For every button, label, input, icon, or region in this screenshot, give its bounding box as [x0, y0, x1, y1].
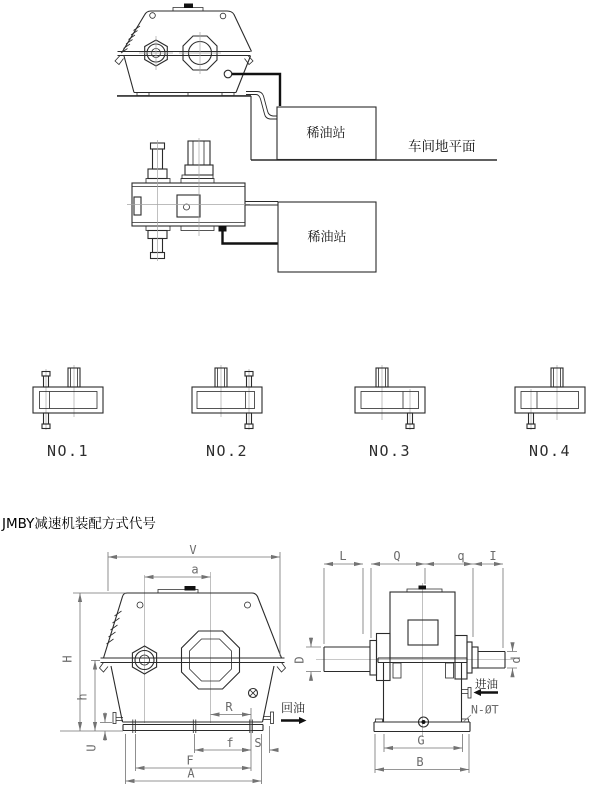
svg-text:A: A [187, 766, 195, 781]
oil-inlet-callout [462, 677, 499, 698]
svg-text:a: a [191, 562, 199, 577]
oil-return-pipe-2 [223, 232, 279, 244]
svg-text:G: G [417, 733, 425, 748]
side-breather [419, 586, 427, 590]
front-breather [185, 586, 196, 591]
dim-q-label: q [457, 549, 465, 563]
side-inspection-window [408, 620, 438, 645]
front-hole-left [137, 602, 143, 608]
output-shaft-front [179, 32, 221, 74]
oil-return-label: 回油 [281, 701, 306, 715]
lifting-hole-right [220, 13, 226, 19]
oil-return-arrow-head [299, 717, 307, 724]
dim-I-label: I [489, 549, 497, 563]
dim-V [108, 543, 280, 656]
left-bearing-flange [370, 641, 377, 676]
cover-plug [184, 204, 190, 210]
oil-inlet-flange [468, 688, 471, 699]
dim-f [195, 734, 252, 771]
assembly-code-label-2: NO.2 [205, 442, 249, 460]
front-lug-right [277, 663, 286, 673]
front-lug-left [100, 663, 109, 673]
right-bearing-step [472, 647, 478, 668]
dim-h [76, 661, 101, 732]
svg-text:h: h [75, 693, 90, 701]
dim-U [85, 713, 113, 752]
dim-d [507, 643, 523, 678]
svg-text:D: D [292, 656, 307, 664]
workshop-floor-label: 车间地平面 [408, 139, 476, 155]
front-base-plate [123, 722, 264, 731]
assembly-code-no2 [192, 365, 262, 460]
assembly-code-label-4: NO.4 [528, 442, 572, 460]
bolt-holes-leader [463, 715, 471, 722]
section-title: JMBY减速机装配方式代号 [2, 516, 156, 532]
oil-station-label-1: 稀油站 [306, 126, 346, 141]
svg-text:B: B [416, 755, 424, 769]
flange-lug-left [115, 56, 124, 65]
dim-a [145, 563, 211, 578]
dim-chain-top [324, 549, 503, 648]
svg-text:f: f [226, 736, 234, 750]
assembly-code-no4 [515, 365, 585, 460]
side-leg-right [446, 663, 454, 678]
oil-station-label-2: 稀油站 [307, 230, 347, 245]
dim-Q-label: Q [393, 549, 401, 563]
housing-bump [181, 226, 214, 231]
assembly-code-label-1: NO.1 [46, 442, 90, 460]
housing-bump [146, 226, 170, 231]
input-shaft-front [139, 36, 173, 70]
assembly-code-label-3: NO.3 [368, 442, 412, 460]
front-split-band [101, 658, 285, 663]
dimensioned-front-view [60, 543, 307, 784]
svg-text:H: H [60, 655, 75, 663]
breather-plug [184, 4, 193, 9]
inspection-cover [177, 195, 200, 217]
svg-text:F: F [186, 753, 194, 768]
oil-outlet-port [224, 70, 232, 78]
front-drain-hole [249, 689, 258, 698]
dimensioned-side-view [293, 549, 524, 773]
svg-text:U: U [84, 744, 99, 752]
svg-text:R: R [225, 700, 233, 714]
output-shaft-top-view [182, 141, 213, 179]
oil-return-pipe [232, 74, 281, 106]
oil-sight-glass [134, 197, 141, 215]
housing-bump [146, 179, 170, 184]
split-line-band [118, 52, 251, 56]
lifting-hole-left [150, 13, 156, 19]
installation-front-view [115, 4, 497, 161]
svg-text:V: V [189, 543, 197, 557]
side-leg-left [393, 663, 401, 678]
oil-return-callout [281, 700, 307, 724]
oil-inlet-label: 进油 [475, 677, 498, 691]
dim-D [293, 638, 322, 682]
dim-F [136, 734, 252, 771]
right-bearing-flange [467, 642, 472, 673]
assembly-code-no1 [33, 365, 103, 460]
front-hatch-marks [107, 611, 122, 644]
oil-inlet-fitting [462, 690, 469, 694]
dim-L-label: L [339, 549, 347, 563]
housing-bump [181, 179, 214, 184]
front-hole-right [245, 602, 251, 608]
assembly-code-no3 [355, 365, 425, 460]
svg-text:S: S [254, 736, 262, 750]
dim-G [384, 734, 463, 753]
bolt-holes-label: N-ØT [471, 702, 499, 717]
drain-fitting [219, 226, 227, 232]
svg-text:d: d [509, 656, 523, 664]
left-shaft [324, 647, 370, 672]
dim-R [211, 700, 252, 735]
